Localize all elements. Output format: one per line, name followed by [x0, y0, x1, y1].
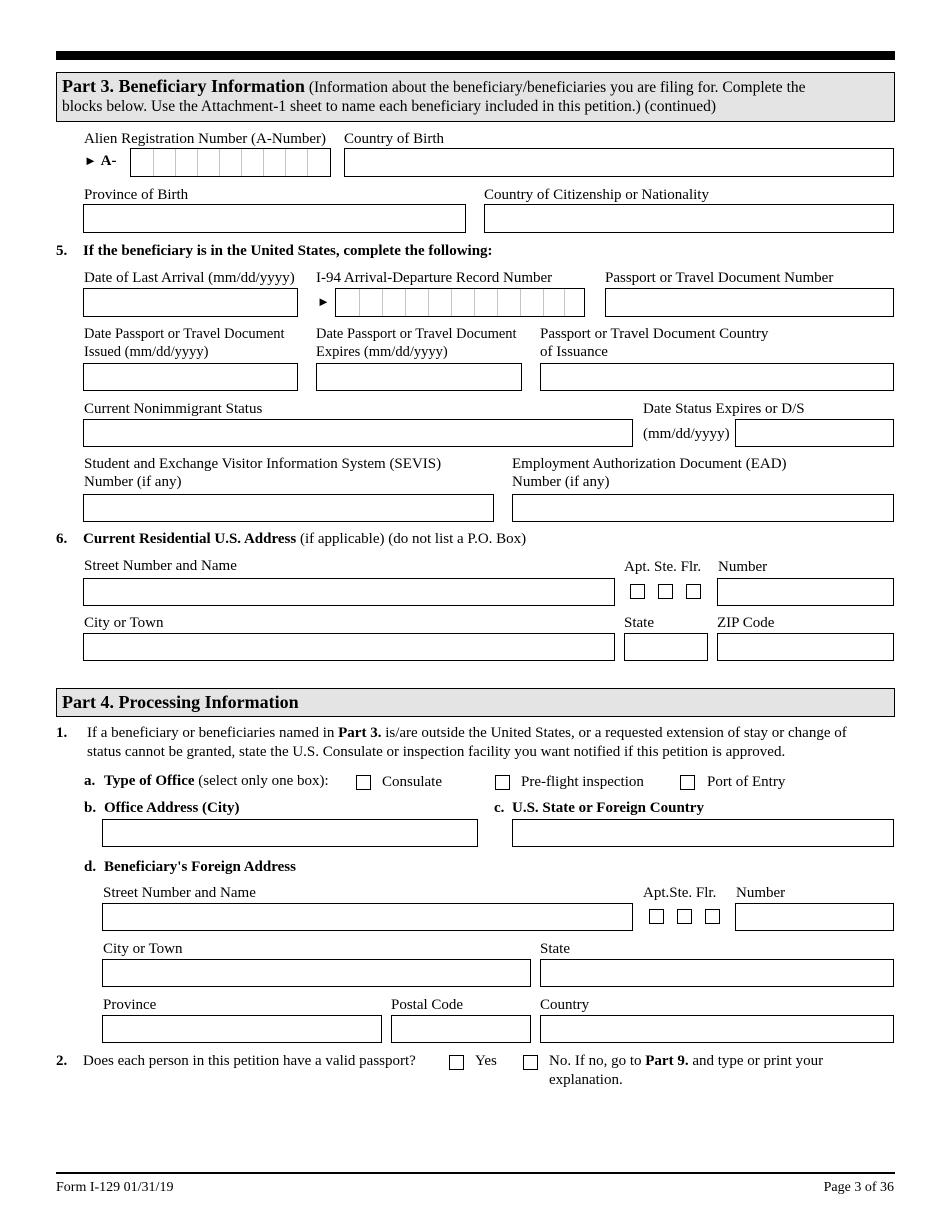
ead-input[interactable]	[512, 494, 894, 522]
fa-state-input[interactable]	[540, 959, 894, 987]
top-rule	[56, 51, 895, 60]
p4-c-letter: c.	[494, 800, 505, 816]
last-arrival-label: Date of Last Arrival (mm/dd/yyyy)	[84, 270, 295, 286]
a-prefix-text: A-	[100, 153, 117, 169]
footer-form-id: Form I-129 01/31/19	[56, 1180, 174, 1195]
arrow-icon: ►	[84, 153, 97, 168]
number-label: Number	[718, 559, 768, 575]
a-number-prefix	[84, 152, 116, 170]
port-of-entry-label: Port of Entry	[707, 774, 786, 790]
p4-q1-line2: status cannot be granted, state the U.S. Consulate or inspection facility you want notified if this petition is approved.	[87, 744, 786, 760]
passport-no-label-line2: explanation.	[549, 1072, 623, 1088]
street-label: Street Number and Name	[84, 558, 237, 574]
consulate-label: Consulate	[382, 774, 442, 790]
part3-intro-line1: (Information about the beneficiary/beneficiaries you are filing for. Complete the	[308, 79, 806, 96]
consulate-checkbox[interactable]	[356, 775, 371, 790]
p4-q1-line1-bold: Part 3.	[338, 725, 382, 741]
zip-label: ZIP Code	[717, 615, 775, 631]
state-country-input[interactable]	[512, 819, 894, 847]
province-of-birth-label: Province of Birth	[84, 187, 189, 203]
fa-country-input[interactable]	[540, 1015, 894, 1043]
i94-arrow-icon: ►	[317, 294, 330, 309]
status-expires-label: Date Status Expires or D/S	[643, 401, 805, 417]
part3-intro-line2: blocks below. Use the Attachment-1 sheet to name each beneficiary included in this petition.) (continued)	[62, 98, 717, 115]
ste-checkbox[interactable]	[658, 584, 673, 599]
fa-province-label: Province	[103, 997, 157, 1013]
passport-expires-label-2: Expires (mm/dd/yyyy)	[316, 344, 448, 360]
fa-ste-checkbox[interactable]	[677, 909, 692, 924]
fa-flr-checkbox[interactable]	[705, 909, 720, 924]
fa-number-label: Number	[736, 885, 786, 901]
q6-bold: Current Residential U.S. Address	[83, 531, 297, 547]
fa-city-label: City or Town	[103, 941, 183, 957]
fa-province-input[interactable]	[102, 1015, 382, 1043]
number-input[interactable]	[717, 578, 894, 606]
citizenship-input[interactable]	[484, 204, 894, 233]
i94-label: I-94 Arrival-Departure Record Number	[316, 270, 553, 286]
state-input[interactable]	[624, 633, 708, 661]
p4-q2-number: 2.	[56, 1053, 68, 1069]
citizenship-label: Country of Citizenship or Nationality	[484, 187, 709, 203]
q5-text: If the beneficiary is in the United States, complete the following:	[83, 243, 493, 259]
passport-yes-checkbox[interactable]	[449, 1055, 464, 1070]
passport-issued-label-1: Date Passport or Travel Document	[84, 326, 285, 342]
q5-number: 5.	[56, 243, 68, 259]
fa-apt-label: Apt.Ste. Flr.	[643, 885, 717, 901]
state-label: State	[624, 615, 654, 631]
passport-issued-input[interactable]	[83, 363, 298, 391]
passport-country-label-1: Passport or Travel Document Country	[540, 326, 769, 342]
city-label: City or Town	[84, 615, 164, 631]
preflight-label: Pre-flight inspection	[521, 774, 644, 790]
part3-title: Part 3. Beneficiary Information	[62, 76, 305, 96]
p4-q1-line1	[87, 724, 847, 742]
country-of-birth-input[interactable]	[344, 148, 894, 177]
p4-q1-line1-a: If a beneficiary or beneficiaries named in	[87, 725, 335, 741]
zip-input[interactable]	[717, 633, 894, 661]
apt-checkbox[interactable]	[630, 584, 645, 599]
status-expires-format: (mm/dd/yyyy)	[643, 426, 730, 442]
office-city-input[interactable]	[102, 819, 478, 847]
ead-label-1: Employment Authorization Document (EAD)	[512, 456, 787, 472]
fa-street-label: Street Number and Name	[103, 885, 256, 901]
fa-state-label: State	[540, 941, 570, 957]
no-label-b: and type or print your	[692, 1053, 824, 1069]
fa-street-input[interactable]	[102, 903, 633, 931]
type-office-label	[104, 772, 329, 790]
q6-number: 6.	[56, 531, 68, 547]
sevis-label-1: Student and Exchange Visitor Information System (SEVIS)	[84, 456, 442, 472]
footer-rule	[56, 1172, 895, 1174]
last-arrival-input[interactable]	[83, 288, 298, 317]
flr-checkbox[interactable]	[686, 584, 701, 599]
part4-title: Part 4. Processing Information	[62, 692, 299, 712]
port-of-entry-checkbox[interactable]	[680, 775, 695, 790]
p4-q1-number: 1.	[56, 725, 68, 741]
foreign-address-label: Beneficiary's Foreign Address	[104, 859, 296, 875]
q6-text	[83, 530, 526, 548]
no-label-a: No. If no, go to	[549, 1053, 642, 1069]
no-label-bold: Part 9.	[645, 1053, 689, 1069]
sevis-input[interactable]	[83, 494, 494, 522]
q6-rest: (if applicable) (do not list a P.O. Box)	[299, 531, 527, 547]
street-input[interactable]	[83, 578, 615, 606]
i94-input[interactable]	[335, 288, 585, 317]
p4-d-letter: d.	[84, 859, 97, 875]
fa-postal-input[interactable]	[391, 1015, 531, 1043]
type-office-rest: (select only one box):	[198, 773, 329, 789]
p4-q2-text: Does each person in this petition have a valid passport?	[83, 1053, 416, 1069]
passport-number-input[interactable]	[605, 288, 894, 317]
a-number-label: Alien Registration Number (A-Number)	[84, 131, 327, 147]
p4-q1-line1-b: is/are outside the United States, or a requested extension of stay or change of	[385, 725, 847, 741]
passport-country-input[interactable]	[540, 363, 894, 391]
status-expires-input[interactable]	[735, 419, 894, 447]
fa-apt-checkbox[interactable]	[649, 909, 664, 924]
p4-a-letter: a.	[84, 773, 96, 789]
passport-no-label	[549, 1052, 823, 1070]
state-country-label: U.S. State or Foreign Country	[512, 800, 704, 816]
a-number-input[interactable]	[130, 148, 331, 177]
p4-b-letter: b.	[84, 800, 97, 816]
country-of-birth-label: Country of Birth	[344, 131, 444, 147]
passport-issued-label-2: Issued (mm/dd/yyyy)	[84, 344, 209, 360]
sevis-label-2: Number (if any)	[84, 474, 182, 490]
city-input[interactable]	[83, 633, 615, 661]
office-city-label: Office Address (City)	[104, 800, 240, 816]
type-office-bold: Type of Office	[104, 773, 195, 789]
footer-page-number: Page 3 of 36	[823, 1180, 894, 1195]
part3-header-line1	[62, 77, 806, 97]
fa-number-input[interactable]	[735, 903, 894, 931]
nonimmigrant-status-label: Current Nonimmigrant Status	[84, 401, 263, 417]
fa-postal-label: Postal Code	[391, 997, 464, 1013]
passport-country-label-2: of Issuance	[540, 344, 608, 360]
province-of-birth-input[interactable]	[83, 204, 466, 233]
passport-expires-label-1: Date Passport or Travel Document	[316, 326, 517, 342]
fa-country-label: Country	[540, 997, 590, 1013]
fa-city-input[interactable]	[102, 959, 531, 987]
passport-expires-input[interactable]	[316, 363, 522, 391]
passport-no-checkbox[interactable]	[523, 1055, 538, 1070]
ead-label-2: Number (if any)	[512, 474, 610, 490]
nonimmigrant-status-input[interactable]	[83, 419, 633, 447]
preflight-checkbox[interactable]	[495, 775, 510, 790]
passport-yes-label: Yes	[475, 1053, 497, 1069]
passport-number-label: Passport or Travel Document Number	[605, 270, 834, 286]
apt-label: Apt. Ste. Flr.	[624, 559, 702, 575]
